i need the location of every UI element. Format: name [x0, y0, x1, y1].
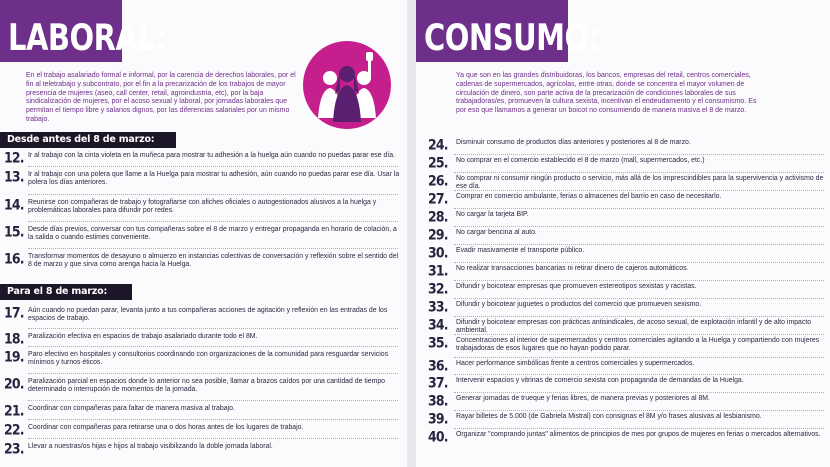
divider [28, 400, 398, 401]
item-number: 22. [4, 420, 24, 439]
consumo-title: CONSUMO: [424, 16, 600, 59]
list-item [0, 148, 402, 167]
divider [454, 392, 824, 393]
item-number: 26. [428, 171, 448, 190]
divider [454, 244, 824, 245]
list-item [416, 373, 826, 392]
item-number: 33. [428, 297, 448, 316]
item-number: 37. [428, 373, 448, 392]
list-item [0, 329, 402, 348]
list-item [0, 222, 402, 243]
item-text: Evadir masivamente el transporte público. [456, 247, 585, 254]
laboral-page [0, 0, 407, 467]
item-text: Reunirse con compañeras de trabajo y fotografiarse con afiches oficiales o autogestionados alusivos a la huelga y problemáticas laborales para difundir por redes. [28, 199, 377, 215]
item-number: 28. [428, 207, 448, 226]
item-text: Rayar billetes de 5.000 (de Gabriela Mistral) con consignas el 8M y/o frases alusivas al lesbianismo. [456, 413, 762, 420]
item-number: 35. [428, 333, 448, 352]
list-item [416, 207, 826, 226]
item-number: 38. [428, 391, 448, 410]
divider [454, 334, 824, 335]
item-number: 12. [4, 148, 24, 167]
item-number: 27. [428, 189, 448, 208]
item-text: Desde días previos, conversar con tus compañeras sobre el 8 de marzo y entregar propaganda en horario de colación, a la salida o cuando estimes conveniente. [28, 226, 397, 242]
divider [28, 346, 398, 347]
item-text: Ir al trabajo con la cinta violeta en la muñeca para mostrar tu adhesión a la huelga aún cuando no puedas parar ese día. [28, 152, 395, 159]
item-text: No cargar bencina al auto. [456, 229, 537, 236]
list-item [0, 420, 402, 439]
laboral-intro: En el trabajo asalariado formal e informal, por la carencia de derechos laborales, por el fin al teletrabajo y subcontrato, por el fin a la precarización de los trabajos de mayor presencia de mujeres (aseo, call center, retail, agroindustria, etc), por la baja sindicalización de mujeres, por el acoso sexual y laboral, por jornadas laborales que permitan el tiempo libre y salarios dignos, por las diferencias salariales por un mismo trabajo. [26, 72, 296, 123]
item-number: 36. [428, 356, 448, 375]
item-text: No realizar transacciones bancarias ni retirar dinero de cajeros automáticos. [456, 265, 689, 272]
item-number: 40. [428, 427, 448, 446]
list-item [0, 167, 402, 188]
list-item [0, 195, 402, 216]
item-text: Generar jornadas de trueque y ferias libres, de manera previas y posteriores al 8M. [456, 395, 710, 402]
item-text: Ir al trabajo con una polera que llame a la Huelga para mostrar tu adhesión, aún cuando no puedas parar ese día. Usar la polera los días anteriores. [28, 171, 400, 187]
item-text: Coordinar con compañeras para retirarse una o dos horas antes de los lugares de trabajo. [28, 424, 304, 431]
item-text: Hacer performance simbólicas frente a centros comerciales y supermercados. [456, 360, 695, 367]
list-item [0, 249, 402, 270]
divider [454, 428, 824, 429]
item-number: 17. [4, 303, 24, 322]
list-item [0, 374, 402, 395]
divider [454, 374, 824, 375]
item-number: 34. [428, 315, 448, 334]
laboral-title-banner [0, 0, 167, 62]
item-number: 25. [428, 153, 448, 172]
list-item [416, 189, 826, 208]
list-item [416, 243, 826, 262]
item-number: 39. [428, 409, 448, 428]
divider [454, 154, 824, 155]
divider [454, 410, 824, 411]
item-text: Disminuir consumo de productos días anteriores y posteriores al 8 de marzo. [456, 139, 691, 146]
divider [454, 357, 824, 358]
item-number: 20. [4, 374, 24, 393]
divider [28, 248, 398, 249]
list-item [416, 409, 826, 428]
women-silhouettes-fist-icon [300, 38, 394, 132]
list-item [416, 153, 826, 172]
item-number: 31. [428, 261, 448, 280]
item-text: Difundir y boicotear empresas que promueven estereotipos sexistas y racistas. [456, 283, 697, 290]
item-text: Paro efectivo en hospitales y consultorios coordinando con organizaciones de la comunidad para resguardar servicios mínimos y turnos éticos. [28, 351, 389, 367]
divider [454, 316, 824, 317]
item-text: Concentraciones al interior de supermercados y centros comerciales agitando a la Huelga y compartiendo con mujeres trabajadoras de esos lugares que no hayan podido parar. [456, 337, 820, 353]
divider [454, 280, 824, 281]
item-number: 14. [4, 195, 24, 214]
item-text: Paralización efectiva en espacios de trabajo asalariado durante todo el 8M. [28, 333, 258, 340]
divider [28, 221, 398, 222]
divider [454, 172, 824, 173]
item-number: 15. [4, 222, 24, 241]
divider [28, 166, 398, 167]
item-number: 23. [4, 439, 24, 458]
list-item [0, 439, 402, 458]
item-text: Paralización parcial en espacios donde lo anterior no sea posible, llamar a brazos caídos por una cantidad de tiempo determinado o interrupción de momentos de la jornada. [28, 378, 385, 394]
item-text: Difundir y boicotear empresas con prácticas antisindicales, de acoso sexual, de explotación infantil y de alto impacto ambiental. [456, 319, 812, 335]
item-number: 21. [4, 401, 24, 420]
divider [28, 194, 398, 195]
list-item [416, 297, 826, 316]
item-number: 13. [4, 167, 24, 186]
item-text: Organizar "comprando juntas" alimentos de principios de mes por grupos de mujeres en ferias o mercados alternativos. [456, 431, 821, 438]
item-number: 30. [428, 243, 448, 262]
divider [454, 298, 824, 299]
divider [28, 373, 398, 374]
item-text: No comprar ni consumir ningún producto o servicio, más allá de los imprescindibles para la supervivencia y activismo de ese día. [456, 175, 824, 191]
list-item [0, 303, 402, 324]
list-item [0, 401, 402, 420]
divider [454, 226, 824, 227]
item-number: 24. [428, 135, 448, 154]
item-number: 29. [428, 225, 448, 244]
item-text: Llevar a nuestras/os hijas e hijos al trabajo visibilizando la doble jornada laboral. [28, 443, 273, 450]
list-item [416, 261, 826, 280]
consumo-intro: Ya que son en las grandes distribuidoras, los bancos, empresas del retail, centros comerciales, cadenas de supermercados, agrícolas, entre otras, donde se concentra el mayor volumen de circulación de dinero, son parte activa de la precarización de condiciones laborales de sus trabajadoras/es, promueven la cultura sexista, incentivan el endeudamiento y el consumismo. Es por eso que llamamos a generar un boicot no consumiendo de manera masiva el 8 de marzo. [456, 72, 757, 115]
item-text: No cargar la tarjeta BIP. [456, 211, 529, 218]
list-item [416, 225, 826, 244]
list-item [416, 135, 826, 154]
divider [454, 262, 824, 263]
consumo-title-banner [416, 0, 600, 62]
item-text: No comprar en el comercio establecido el 8 de marzo (mall, supermercados, etc.) [456, 157, 705, 164]
section-heading-antes: Desde antes del 8 de marzo: [0, 132, 176, 148]
section-heading-para: Para el 8 de marzo: [0, 284, 132, 300]
item-text: Coordinar con compañeras para faltar de manera masiva al trabajo. [28, 405, 235, 412]
list-item [416, 427, 826, 446]
divider [28, 328, 398, 329]
item-number: 19. [4, 347, 24, 366]
item-text: Comprar en comercio ambulante, ferias o almacenes del barrio en caso de necesitarlo. [456, 193, 722, 200]
item-text: Intervenir espacios y vitrinas de comercio sexista con propaganda de demandas de la Huelga. [456, 377, 744, 384]
list-item [416, 279, 826, 298]
item-number: 32. [428, 279, 448, 298]
item-text: Transformar momentos de desayuno o almuerzo en instancias colectivas de conversación y reflexión sobre el sentido del 8 de marzo y que sirva como arenga hacia la Huelga. [28, 253, 399, 269]
item-text: Difundir y boicotear juguetes o productos del comercio que promueven sexismo. [456, 301, 702, 308]
divider [454, 208, 824, 209]
consumo-page [416, 0, 830, 467]
list-item [0, 347, 402, 368]
item-number: 16. [4, 249, 24, 268]
divider [28, 419, 398, 420]
list-item [416, 391, 826, 410]
list-item [416, 333, 826, 354]
divider [454, 190, 824, 191]
divider [28, 438, 398, 439]
list-item [416, 356, 826, 375]
item-number: 18. [4, 329, 24, 348]
item-text: Aún cuando no puedan parar, levanta junto a tus compañeras acciones de agitación y reflexión en las entradas de los espacios de trabajo. [28, 307, 388, 323]
laboral-title: LABORAL: [8, 16, 167, 59]
